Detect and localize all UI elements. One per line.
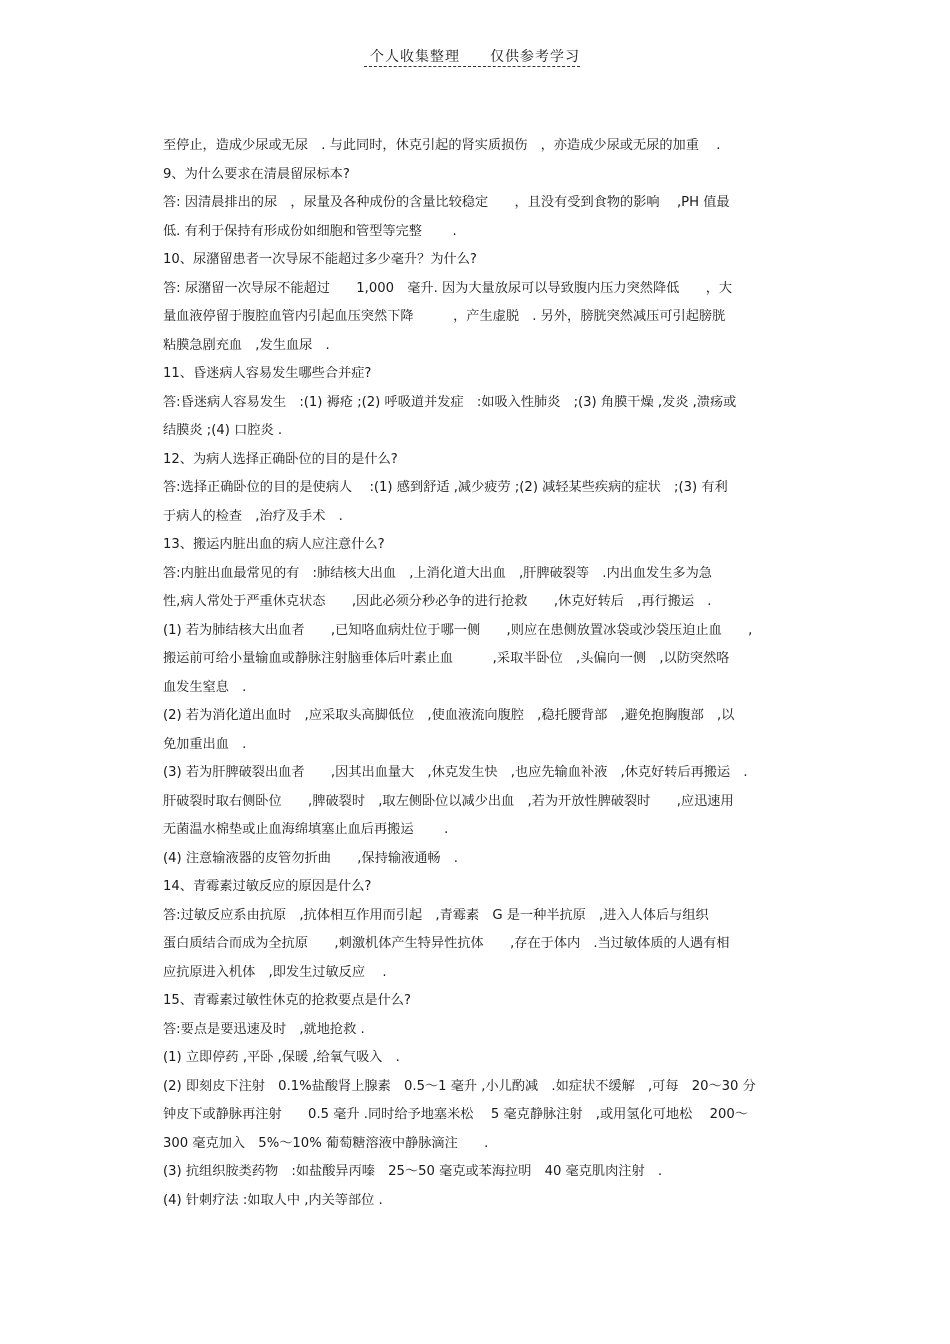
text-line: (4) 针刺疗法 :如取人中 ,内关等部位 . [163, 1192, 383, 1208]
document-body [163, 132, 803, 1215]
question-heading: 10、尿潴留患者一次导尿不能超过多少毫升？为什么? [163, 252, 477, 267]
text-line: (1) 立即停药 ,平卧 ,保暖 ,给氧气吸入 . [163, 1050, 400, 1065]
question-heading: 13、搬运内脏出血的病人应注意什么? [163, 537, 385, 552]
text-line: 答: 因清晨排出的尿 ，尿量及各种成份的含量比较稳定 ，且没有受到食物的影响 ,PH 值最 [163, 195, 730, 210]
question-heading: 12、为病人选择正确卧位的目的是什么? [163, 451, 398, 467]
page-header: 个人收集整理 仅供参考学习 [370, 49, 580, 65]
text-line: 无菌温水棉垫或止血海绵填塞止血后再搬运 . [163, 822, 449, 837]
text-line: 答:要点是要迅速及时 ,就地抢救 . [163, 1021, 365, 1037]
text-line: 于病人的检查 ,治疗及手术 . [163, 508, 343, 524]
text-line: 蛋白质结合而成为全抗原 ,刺激机体产生特异性抗体 ,存在于体内 .当过敏体质的人遇有相 [163, 936, 730, 951]
text-line: 免加重出血 . [163, 736, 247, 752]
text-line: 答:过敏反应系由抗原 ,抗体相互作用而引起 ,青霉素 G 是一种半抗原 ,进入人体后与组织 [163, 907, 709, 923]
text-line: 结膜炎 ;(4) 口腔炎 . [163, 423, 283, 438]
question-heading: 14、青霉素过敏反应的原因是什么? [163, 879, 372, 894]
text-line: 钟皮下或静脉再注射 0.5 毫升 .同时给予地塞米松 5 毫克静脉注射 ,或用氢化可地松 200～ [163, 1107, 748, 1122]
text-line: (1) 若为肺结核大出血者 ,已知咯血病灶位于哪一侧 ,则应在患侧放置冰袋或沙袋压迫止血 , [163, 622, 753, 638]
text-line: (3) 若为肝脾破裂出血者 ,因其出血量大 ,休克发生快 ,也应先输血补液 ,休克好转后再搬运 . [163, 765, 748, 780]
text-line: 搬运前可给小量输血或静脉注射脑垂体后叶素止血 ,采取半卧位 ,头偏向一侧 ,以防突然咯 [163, 651, 730, 666]
text-line: 答: 尿潴留一次导尿不能超过 1,000 毫升. 因为大量放尿可以导致腹内压力突然降低 ，大 [163, 280, 733, 296]
text-line: 肝破裂时取右侧卧位 ,脾破裂时 ,取左侧卧位以减少出血 ,若为开放性脾破裂时 ,应迅速用 [163, 793, 734, 809]
text-line: 粘膜急剧充血 ,发生血尿 . [163, 337, 330, 353]
text-line: 血发生窒息 . [163, 679, 247, 695]
text-line: 至停止，造成少尿或无尿 . 与此同时，休克引起的肾实质损伤 ，亦造成少尿或无尿的加重 . [163, 138, 721, 153]
text-line: 性,病人常处于严重休克状态 ,因此必须分秒必争的进行抢救 ,休克好转后 ,再行搬运 . [163, 594, 712, 609]
question-heading: 11、昏迷病人容易发生哪些合并症? [163, 366, 372, 381]
text-line: 答:昏迷病人容易发生 :(1) 褥疮 ;(2) 呼吸道并发症 :如吸入性肺炎 ;(3) 角膜干燥 ,发炎 ,溃疡或 [163, 394, 737, 410]
text-line: 答:内脏出血最常见的有 :肺结核大出血 ,上消化道大出血 ,肝脾破裂等 .内出血发生多为急 [163, 565, 712, 581]
text-line: 答:选择正确卧位的目的是使病人 :(1) 感到舒适 ,减少疲劳 ;(2) 减轻某些疾病的症状 ;(3) 有利 [163, 480, 728, 495]
text-line: 低. 有利于保持有形成份如细胞和管型等完整 . [163, 223, 457, 239]
text-line: (3) 抗组织胺类药物 :如盐酸异丙嗪 25～50 毫克或苯海拉明 40 毫克肌肉注射 . [163, 1164, 663, 1179]
text-line: 应抗原进入机体 ,即发生过敏反应 . [163, 964, 387, 980]
header-divider [364, 66, 580, 67]
text-line: 300 毫克加入 5%～10% 葡萄糖溶液中静脉滴注 . [163, 1135, 489, 1151]
text-line: (2) 若为消化道出血时 ,应采取头高脚低位 ,使血液流向腹腔 ,稳托腰背部 ,避免抱胸腹部 ,以 [163, 708, 735, 723]
text-line: (4) 注意输液器的皮管勿折曲 ,保持输液通畅 . [163, 850, 459, 866]
question-heading: 15、青霉素过敏性休克的抢救要点是什么? [163, 993, 411, 1008]
text-line: 量血液停留于腹腔血管内引起血压突然下降 ，产生虚脱 . 另外，膀胱突然减压可引起膀胱 [163, 309, 726, 324]
text-line: (2) 即刻皮下注射 0.1%盐酸肾上腺素 0.5～1 毫升 ,小儿酌减 .如症状不缓解 ,可每 20～30 分 [163, 1078, 756, 1094]
question-heading: 9、为什么要求在清晨留尿标本? [163, 166, 350, 182]
